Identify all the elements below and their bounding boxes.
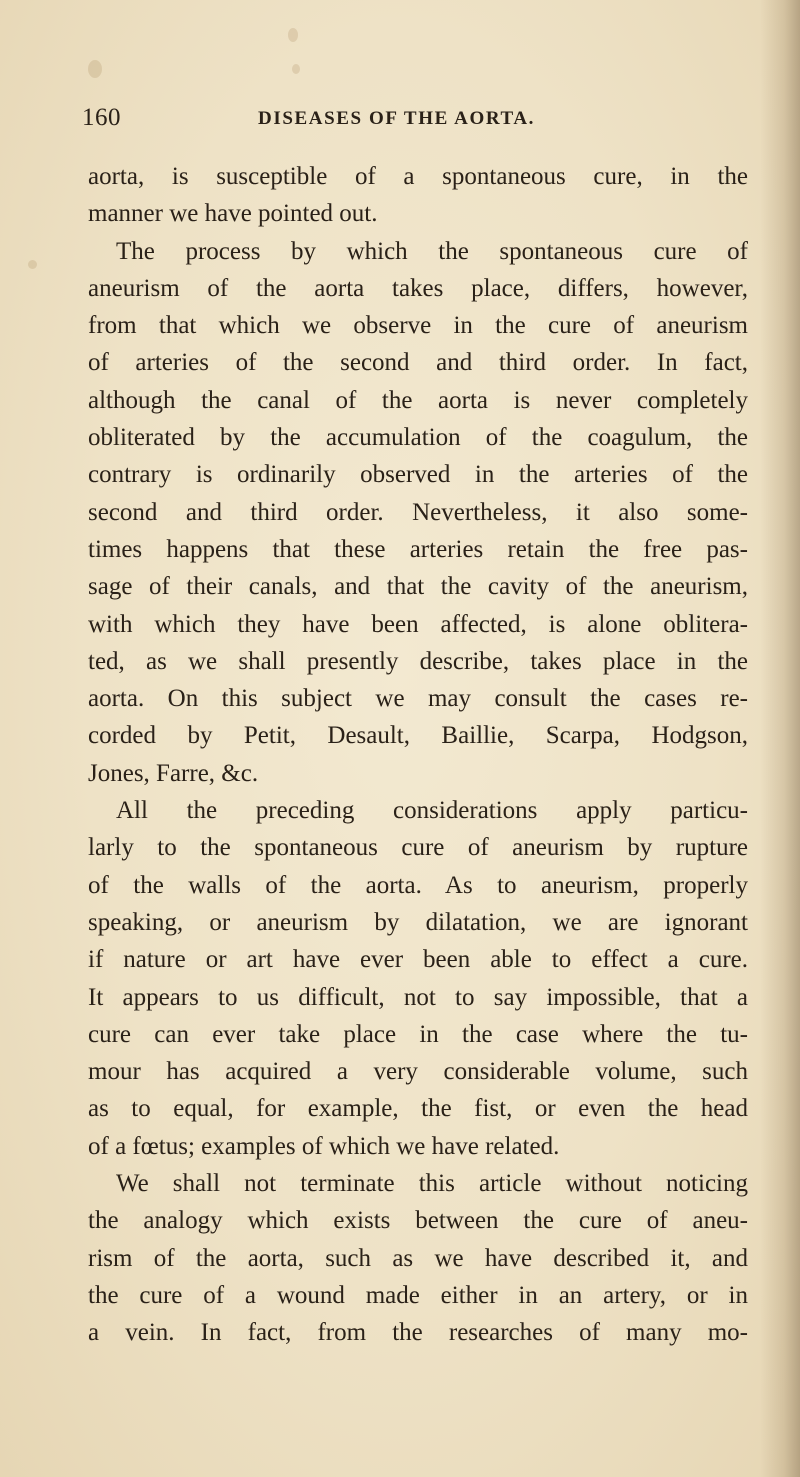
text-line: aorta, is susceptible of a spontaneous cure, in the <box>88 163 748 190</box>
text-line: contrary is ordinarily observed in the arteries of the <box>88 461 748 489</box>
page-edge-shadow <box>760 0 800 1477</box>
text-line: It appears to us difficult, not to say impossible, that a <box>88 983 748 1011</box>
paper-stain <box>88 60 102 78</box>
text-line: of a fœtus; examples of which we have related. <box>88 1132 560 1160</box>
page-header <box>82 104 702 144</box>
text-line: although the canal of the aorta is never completely <box>88 386 748 414</box>
text-line: of arteries of the second and third order. In fact, <box>88 349 748 377</box>
text-line: from that which we observe in the cure of aneurism <box>88 312 748 340</box>
text-line: times happens that these arteries retain the free pas- <box>88 535 748 563</box>
paper-stain <box>292 64 300 74</box>
text-line: the cure of a wound made either in an artery, or in <box>88 1281 748 1309</box>
text-line: All the preceding considerations apply particu- <box>116 797 748 825</box>
text-line: with which they have been affected, is alone oblitera- <box>88 610 748 638</box>
text-line: obliterated by the accumulation of the coagulum, the <box>88 424 748 452</box>
text-line: larly to the spontaneous cure of aneurism by rupture <box>88 834 748 862</box>
text-line: aneurism of the aorta takes place, differs, however, <box>88 274 748 302</box>
text-line: corded by Petit, Desault, Baillie, Scarpa, Hodgson, <box>88 722 748 750</box>
text-line: of the walls of the aorta. As to aneurism, properly <box>88 871 748 899</box>
text-line: a vein. In fact, from the researches of many mo- <box>88 1319 748 1347</box>
paper-stain <box>28 260 37 269</box>
text-line: rism of the aorta, such as we have described it, and <box>88 1244 748 1272</box>
text-line: Jones, Farre, &c. <box>88 759 259 787</box>
text-line: as to equal, for example, the fist, or even the head <box>88 1095 748 1123</box>
body-text <box>88 158 748 1352</box>
text-line: if nature or art have ever been able to effect a cure. <box>88 946 748 974</box>
text-line: second and third order. Nevertheless, it also some- <box>88 498 748 526</box>
text-line: the analogy which exists between the cure of aneu- <box>88 1207 748 1235</box>
running-head: DISEASES OF THE AORTA. <box>258 108 536 129</box>
text-line: ted, as we shall presently describe, takes place in the <box>88 647 748 675</box>
text-line: cure can ever take place in the case where the tu- <box>88 1020 748 1048</box>
paper-stain <box>288 28 298 42</box>
text-line: We shall not terminate this article without noticing <box>116 1170 748 1198</box>
page-number: 160 <box>82 104 121 131</box>
text-line: sage of their canals, and that the cavity of the aneurism, <box>88 573 748 601</box>
text-line: mour has acquired a very considerable volume, such <box>88 1058 748 1086</box>
text-line: speaking, or aneurism by dilatation, we are ignorant <box>88 908 748 936</box>
text-line: The process by which the spontaneous cure of <box>116 237 748 265</box>
text-line: aorta. On this subject we may consult the cases re- <box>88 685 748 713</box>
text-line: manner we have pointed out. <box>88 200 378 228</box>
